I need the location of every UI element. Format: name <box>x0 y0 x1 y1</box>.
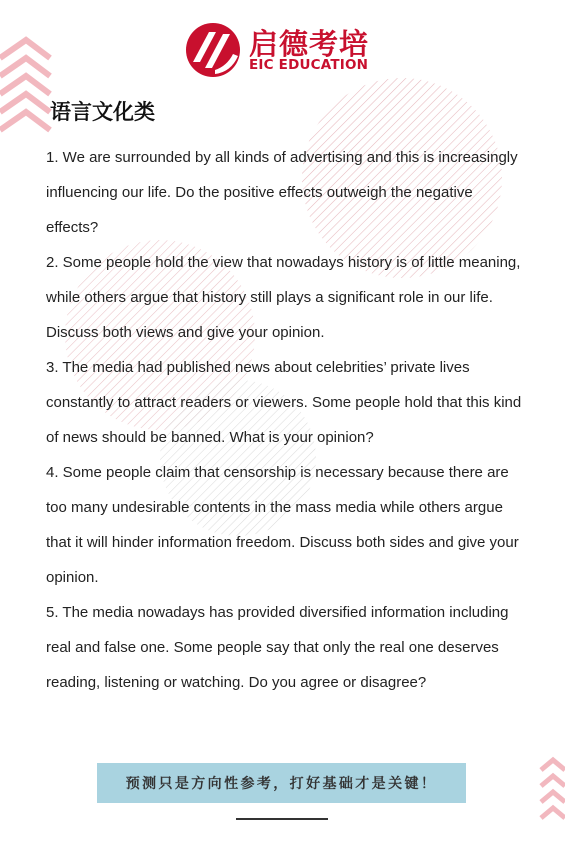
eic-logo-icon <box>183 22 245 78</box>
question-item: 5. The media nowadays has provided diversified information including real and false one. Some people say that only the real one deserves reading, listening or watching. Do you agree or disagree? <box>46 604 509 691</box>
question-item: 2. Some people hold the view that nowadays history is of little meaning, while others argue that history still plays a significant role in our life. Discuss both views and give your opinion. <box>46 254 521 341</box>
brand-name-en: EIC EDUCATION <box>249 57 369 73</box>
section-title: 语言文化类 <box>50 100 155 124</box>
chevron-decoration-bottom-right <box>541 760 565 818</box>
question-item: 3. The media had published news about celebrities’ private lives constantly to attract readers or viewers. Some people hold that this kind of news should be banned. What is your opinion? <box>46 359 522 446</box>
brand-name-cn: 启德考培 <box>249 27 370 61</box>
question-item: 4. Some people claim that censorship is necessary because there are too many undesirable contents in the mass media while others argue that it will hinder information freedom. Discuss both sides and give your opinion. <box>46 464 519 586</box>
question-list <box>46 140 526 700</box>
question-item: 1. We are surrounded by all kinds of advertising and this is increasingly influencing our life. Do the positive effects outweigh the negative effects? <box>46 149 518 236</box>
footer-banner-text: 预测只是方向性参考，打好基础才是关键！ <box>125 776 438 792</box>
chevron-decoration-top-left <box>0 40 50 130</box>
footer-divider <box>236 818 328 820</box>
footer-banner <box>97 763 466 803</box>
brand-logo <box>183 22 383 78</box>
